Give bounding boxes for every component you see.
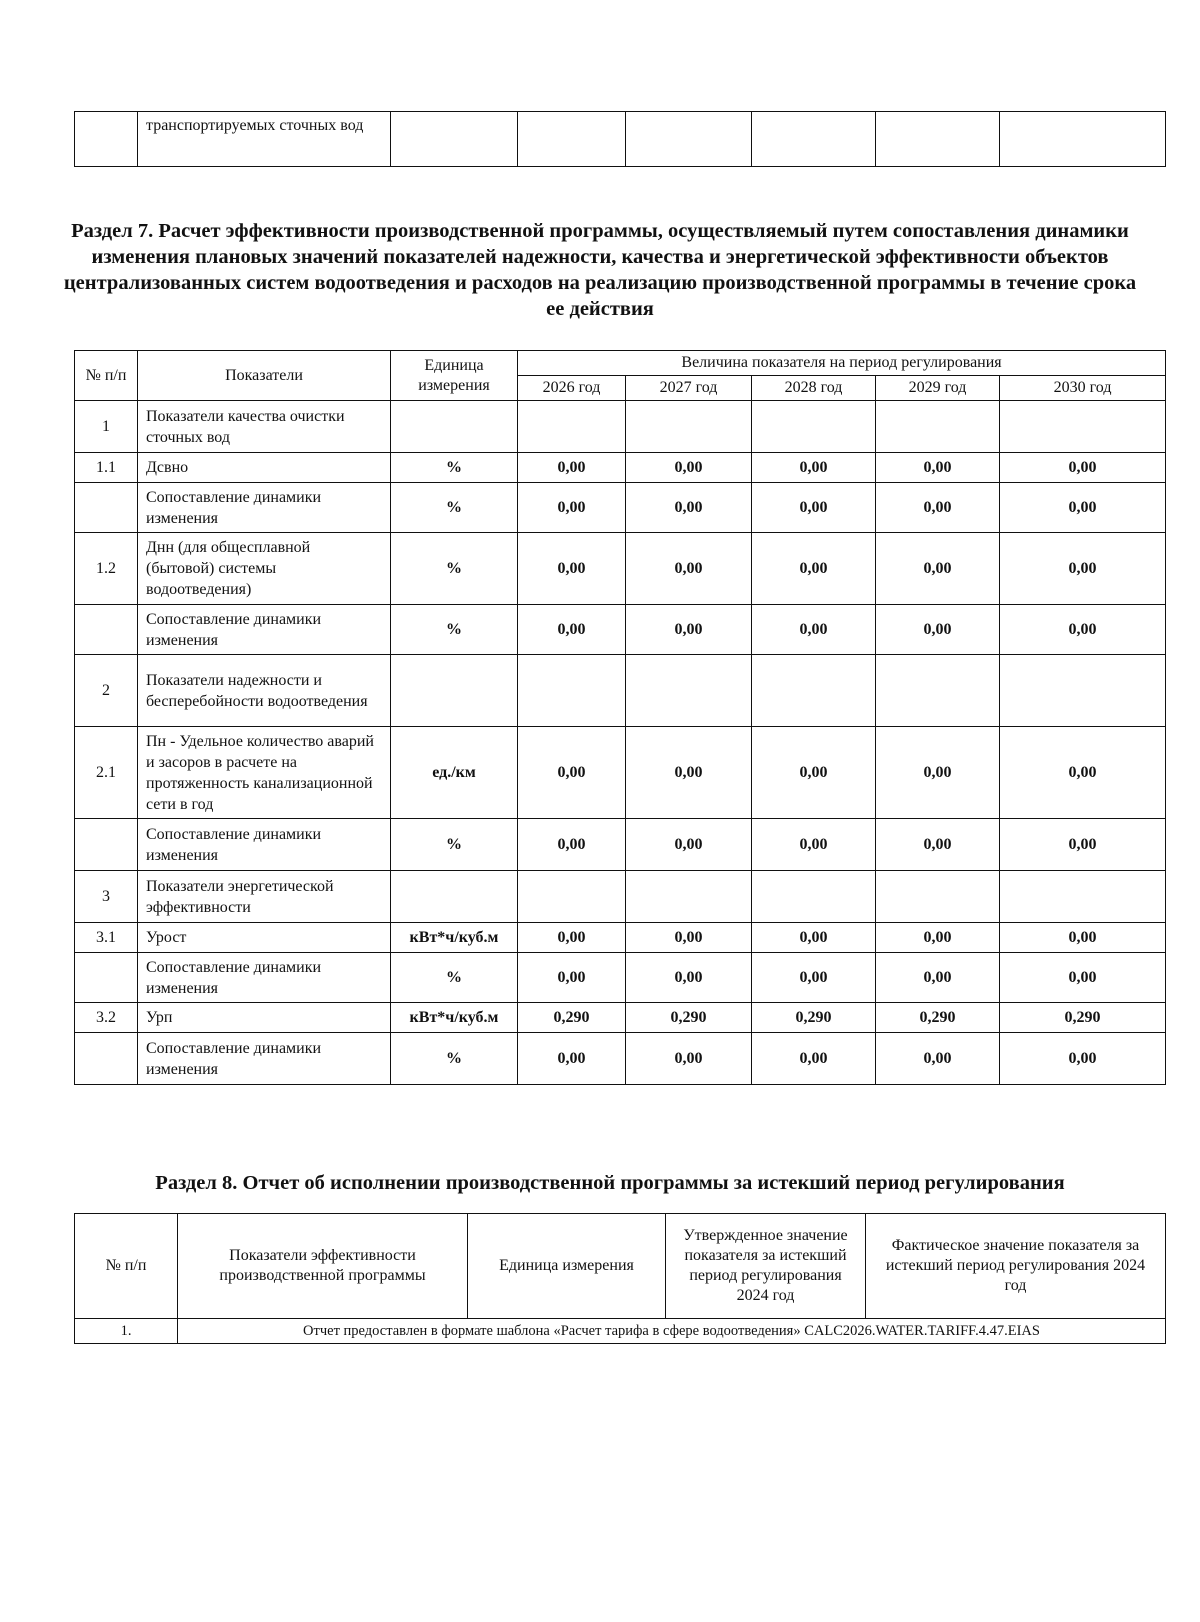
value-cell: 0,00: [876, 605, 1000, 655]
value-cell: 0,00: [1000, 923, 1166, 953]
header-row: [75, 1214, 1166, 1319]
unit-cell: %: [391, 605, 518, 655]
table-cell: транспортируемых сточных вод: [138, 112, 391, 167]
header-row: [75, 351, 1166, 376]
column-header-year: 2030 год: [1000, 376, 1166, 401]
value-cell: [518, 871, 626, 923]
value-cell: 0,00: [876, 453, 1000, 483]
unit-cell: %: [391, 819, 518, 871]
value-cell: [626, 655, 752, 727]
indicator-label: Дсвно: [138, 453, 391, 483]
value-cell: [626, 401, 752, 453]
unit-cell: %: [391, 1033, 518, 1085]
value-cell: 0,00: [876, 533, 1000, 605]
value-cell: 0,00: [626, 605, 752, 655]
indicator-label: Сопоставление динамики изменения: [138, 605, 391, 655]
value-cell: 0,00: [752, 953, 876, 1003]
table-row: [75, 401, 1166, 453]
unit-cell: [391, 655, 518, 727]
value-cell: 0,00: [518, 819, 626, 871]
table-cell: [518, 112, 626, 167]
indicator-label: Сопоставление динамики изменения: [138, 1033, 391, 1085]
column-header-num: № п/п: [75, 1214, 178, 1319]
table-row: [75, 727, 1166, 819]
column-header-period: Величина показателя на период регулирования: [518, 351, 1166, 376]
value-cell: 0,00: [1000, 533, 1166, 605]
row-number: 1.: [75, 1319, 178, 1344]
value-cell: 0,00: [752, 483, 876, 533]
row-number: [75, 483, 138, 533]
indicator-label: Днн (для общесплавной (бытовой) системы водоотведения): [138, 533, 391, 605]
value-cell: 0,00: [1000, 819, 1166, 871]
unit-cell: кВт*ч/куб.м: [391, 1003, 518, 1033]
value-cell: [752, 655, 876, 727]
value-cell: 0,00: [876, 819, 1000, 871]
indicator-label: Сопоставление динамики изменения: [138, 953, 391, 1003]
value-cell: 0,00: [876, 1033, 1000, 1085]
value-cell: 0,00: [1000, 605, 1166, 655]
table-row: [75, 1033, 1166, 1085]
value-cell: 0,00: [626, 533, 752, 605]
indicator-label: Показатели качества очистки сточных вод: [138, 401, 391, 453]
column-header-year: 2026 год: [518, 376, 626, 401]
value-cell: [518, 401, 626, 453]
column-header-num: № п/п: [75, 351, 138, 401]
value-cell: 0,00: [876, 727, 1000, 819]
table-row: [75, 453, 1166, 483]
column-header-year: 2029 год: [876, 376, 1000, 401]
value-cell: 0,00: [752, 605, 876, 655]
section-7-table-body: [75, 401, 1166, 1085]
continued-table: [74, 111, 1166, 167]
row-number: 3.2: [75, 1003, 138, 1033]
value-cell: [752, 401, 876, 453]
row-number: 2: [75, 655, 138, 727]
indicator-label: Сопоставление динамики изменения: [138, 483, 391, 533]
value-cell: [1000, 871, 1166, 923]
column-header-year: 2027 год: [626, 376, 752, 401]
value-cell: 0,290: [518, 1003, 626, 1033]
indicator-label: Пн - Удельное количество аварий и засоров в расчете на протяженность канализационной сети в год: [138, 727, 391, 819]
value-cell: 0,00: [1000, 727, 1166, 819]
value-cell: 0,00: [518, 923, 626, 953]
value-cell: 0,00: [752, 533, 876, 605]
value-cell: 0,00: [626, 819, 752, 871]
table-cell: [752, 112, 876, 167]
value-cell: 0,00: [1000, 953, 1166, 1003]
unit-cell: %: [391, 953, 518, 1003]
indicator-label: Показатели надежности и бесперебойности водоотведения: [138, 655, 391, 727]
value-cell: 0,00: [1000, 453, 1166, 483]
value-cell: 0,00: [518, 1033, 626, 1085]
table-cell: [1000, 112, 1166, 167]
row-number: [75, 953, 138, 1003]
unit-cell: ед./км: [391, 727, 518, 819]
section-7-table: [74, 350, 1166, 1085]
table-row: [75, 655, 1166, 727]
value-cell: 0,290: [626, 1003, 752, 1033]
value-cell: 0,290: [876, 1003, 1000, 1033]
section-8-title: Раздел 8. Отчет об исполнении производственной программы за истекший период регулирования: [155, 1172, 1065, 1194]
indicator-label: Показатели энергетической эффективности: [138, 871, 391, 923]
value-cell: 0,00: [752, 923, 876, 953]
value-cell: 0,00: [876, 923, 1000, 953]
column-header-indicators: Показатели эффективности производственной программы: [178, 1214, 468, 1319]
value-cell: 0,00: [518, 453, 626, 483]
value-cell: 0,00: [876, 483, 1000, 533]
unit-cell: %: [391, 453, 518, 483]
table-row: [75, 483, 1166, 533]
value-cell: 0,00: [518, 953, 626, 1003]
row-number: [75, 819, 138, 871]
value-cell: 0,00: [752, 727, 876, 819]
column-header-unit: Единица измерения: [468, 1214, 666, 1319]
value-cell: 0,00: [876, 953, 1000, 1003]
value-cell: 0,00: [518, 727, 626, 819]
unit-cell: [391, 401, 518, 453]
value-cell: 0,00: [518, 533, 626, 605]
table-row: [75, 605, 1166, 655]
column-header-indicators: Показатели: [138, 351, 391, 401]
table-row: [75, 871, 1166, 923]
value-cell: 0,00: [626, 453, 752, 483]
value-cell: [876, 401, 1000, 453]
table-cell: [75, 112, 138, 167]
unit-cell: %: [391, 533, 518, 605]
value-cell: [626, 871, 752, 923]
table-cell: [626, 112, 752, 167]
value-cell: 0,00: [752, 819, 876, 871]
value-cell: 0,290: [752, 1003, 876, 1033]
table-row: [75, 112, 1166, 167]
table-row: [75, 953, 1166, 1003]
value-cell: [876, 655, 1000, 727]
row-number: [75, 1033, 138, 1085]
row-number: 1.1: [75, 453, 138, 483]
value-cell: 0,00: [1000, 1033, 1166, 1085]
value-cell: 0,00: [1000, 483, 1166, 533]
indicator-label: Сопоставление динамики изменения: [138, 819, 391, 871]
value-cell: [876, 871, 1000, 923]
table-row: [75, 819, 1166, 871]
report-note: Отчет предоставлен в формате шаблона «Расчет тарифа в сфере водоотведения» CALC2026.WATER.TARIFF.4.47.EIAS: [178, 1319, 1166, 1344]
value-cell: 0,00: [626, 727, 752, 819]
row-number: 2.1: [75, 727, 138, 819]
table-row: [75, 923, 1166, 953]
row-number: [75, 605, 138, 655]
value-cell: 0,00: [626, 953, 752, 1003]
table-row: [75, 1003, 1166, 1033]
column-header-approved: Утвержденное значение показателя за истекший период регулирования 2024 год: [666, 1214, 866, 1319]
value-cell: 0,290: [1000, 1003, 1166, 1033]
value-cell: [518, 655, 626, 727]
value-cell: 0,00: [518, 483, 626, 533]
column-header-year: 2028 год: [752, 376, 876, 401]
indicator-label: Урп: [138, 1003, 391, 1033]
row-number: 1: [75, 401, 138, 453]
value-cell: [752, 871, 876, 923]
value-cell: 0,00: [752, 453, 876, 483]
unit-cell: [391, 871, 518, 923]
value-cell: 0,00: [626, 1033, 752, 1085]
row-number: 1.2: [75, 533, 138, 605]
value-cell: 0,00: [752, 1033, 876, 1085]
table-row: [75, 1319, 1166, 1344]
value-cell: [1000, 655, 1166, 727]
row-number: 3.1: [75, 923, 138, 953]
column-header-unit: Единица измерения: [391, 351, 518, 401]
value-cell: 0,00: [626, 483, 752, 533]
section-8-table: [74, 1213, 1166, 1344]
value-cell: [1000, 401, 1166, 453]
unit-cell: кВт*ч/куб.м: [391, 923, 518, 953]
value-cell: 0,00: [626, 923, 752, 953]
row-number: 3: [75, 871, 138, 923]
indicator-label: Урост: [138, 923, 391, 953]
table-cell: [876, 112, 1000, 167]
section-7-title: Раздел 7. Расчет эффективности производственной программы, осуществляемый путем сопоставления динамики изменения плановых значений показателей надежности, качества и энергетической эффективности объектов централизованных систем водоотведения и расходов на реализацию производственной программы в течение срока ее действия: [63, 220, 1137, 320]
table-row: [75, 533, 1166, 605]
unit-cell: %: [391, 483, 518, 533]
table-cell: [391, 112, 518, 167]
column-header-actual: Фактическое значение показателя за истекший период регулирования 2024 год: [866, 1214, 1166, 1319]
value-cell: 0,00: [518, 605, 626, 655]
